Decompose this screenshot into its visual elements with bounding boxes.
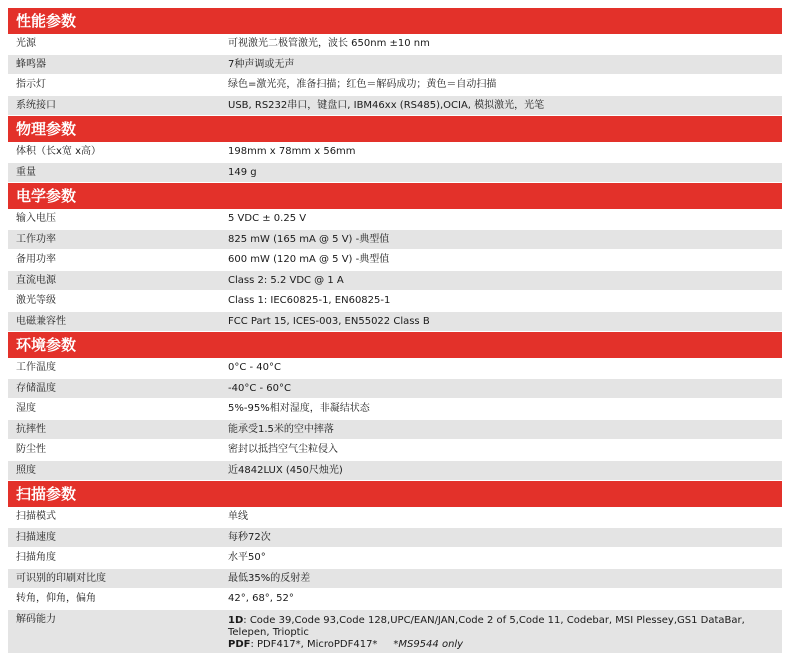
row-value: 每秒72次 [228, 531, 271, 543]
decode-capability-row [8, 610, 782, 654]
table-row [8, 163, 782, 184]
row-value: -40°C - 60°C [228, 382, 291, 394]
row-value: 825 mW (165 mA @ 5 V) -典型值 [228, 233, 390, 245]
row-value: 42°, 68°, 52° [228, 593, 294, 604]
row-value: Class 1: IEC60825-1, EN60825-1 [228, 295, 391, 306]
row-value: 水平50° [228, 552, 266, 563]
table-row [8, 379, 782, 400]
row-value: 5%-95%相对湿度，非凝结状态 [228, 403, 370, 414]
row-label: 输入电压 [16, 213, 56, 224]
table-row [8, 34, 782, 55]
section-rows-performance [8, 34, 782, 116]
table-row [8, 507, 782, 528]
row-label: 重量 [16, 166, 36, 178]
table-row [8, 271, 782, 292]
row-label: 直流电源 [16, 274, 56, 286]
row-label: 工作温度 [16, 362, 56, 373]
section-header-environmental: 环境参数 [8, 332, 782, 358]
section-header-performance: 性能参数 [8, 8, 782, 34]
section-rows-physical [8, 142, 782, 183]
row-label: 扫描模式 [16, 511, 56, 522]
table-row [8, 420, 782, 441]
row-value: 单线 [228, 511, 248, 522]
row-value: USB, RS232串口，键盘口, IBM46xx (RS485),OCIA, 模拟激光，光笔 [228, 99, 545, 111]
row-value: FCC Part 15, ICES-003, EN55022 Class B [228, 315, 430, 327]
row-label: 光源 [16, 38, 36, 49]
decode-pdf-note: *MS9544 only [393, 638, 464, 650]
table-row [8, 528, 782, 549]
section-header-physical: 物理参数 [8, 116, 782, 142]
row-value: 能承受1.5米的空中摔落 [228, 423, 334, 435]
row-value: 5 VDC ± 0.25 V [228, 213, 307, 224]
row-value: 可视激光二极管激光，波长 650nm ±10 nm [228, 38, 430, 49]
row-label: 系统接口 [16, 99, 56, 111]
table-row [8, 230, 782, 251]
table-row [8, 291, 782, 312]
table-row [8, 358, 782, 379]
table-row [8, 96, 782, 117]
decode-1d-prefix: 1D [228, 614, 244, 626]
row-label: 解码能力 [16, 613, 56, 625]
table-row [8, 75, 782, 96]
row-value: 密封以抵挡空气尘粒侵入 [228, 444, 338, 455]
table-row [8, 312, 782, 333]
table-row [8, 250, 782, 271]
section-header-electrical: 电学参数 [8, 183, 782, 209]
row-value: 近4842LUX (450尺烛光) [228, 464, 343, 476]
row-label: 扫描角度 [16, 552, 56, 563]
table-row [8, 209, 782, 230]
decode-1d-text: : Code 39,Code 93,Code 128,UPC/EAN/JAN,Code 2 of 5,Code 11, Codebar, MSI Plessey,GS1 DataBar, Telepen, Trioptic [228, 614, 745, 638]
row-value: 7种声调或无声 [228, 58, 295, 70]
row-label: 备用功率 [16, 254, 56, 265]
row-label: 存储温度 [16, 382, 56, 394]
table-row [8, 142, 782, 163]
row-label: 抗摔性 [16, 423, 46, 435]
row-label: 可识别的印刷对比度 [16, 572, 106, 584]
row-label: 防尘性 [16, 444, 46, 455]
row-label: 蜂鸣器 [16, 58, 46, 70]
section-rows-environmental [8, 358, 782, 481]
decode-pdf-text: : PDF417*, MicroPDF417* [250, 638, 378, 650]
row-value: 198mm x 78mm x 56mm [228, 146, 356, 157]
row-label: 指示灯 [16, 79, 46, 90]
row-value: 600 mW (120 mA @ 5 V) -典型值 [228, 254, 390, 265]
table-row [8, 399, 782, 420]
table-row [8, 589, 782, 610]
table-row [8, 440, 782, 461]
row-label: 电磁兼容性 [16, 315, 66, 327]
decode-pdf-prefix: PDF [228, 638, 251, 650]
table-row [8, 55, 782, 76]
row-label: 体积（长x宽 x高） [16, 146, 102, 157]
decode-value [216, 610, 782, 651]
table-row [8, 461, 782, 482]
row-label: 照度 [16, 464, 36, 476]
row-label: 湿度 [16, 403, 36, 414]
row-label: 扫描速度 [16, 531, 56, 543]
row-value: 0°C - 40°C [228, 362, 282, 373]
row-value: Class 2: 5.2 VDC @ 1 A [228, 274, 344, 286]
table-row [8, 569, 782, 590]
row-label: 工作功率 [16, 233, 56, 245]
row-label: 激光等级 [16, 295, 56, 306]
row-value: 绿色=激光亮，准备扫描；红色＝解码成功；黄色＝自动扫描 [228, 79, 497, 90]
section-rows-electrical [8, 209, 782, 332]
row-label: 转角，仰角，偏角 [16, 593, 96, 604]
section-rows-scanning [8, 507, 782, 654]
row-value: 最低35%的反射差 [228, 572, 311, 584]
section-header-scanning: 扫描参数 [8, 481, 782, 507]
row-value: 149 g [228, 166, 257, 178]
table-row [8, 548, 782, 569]
